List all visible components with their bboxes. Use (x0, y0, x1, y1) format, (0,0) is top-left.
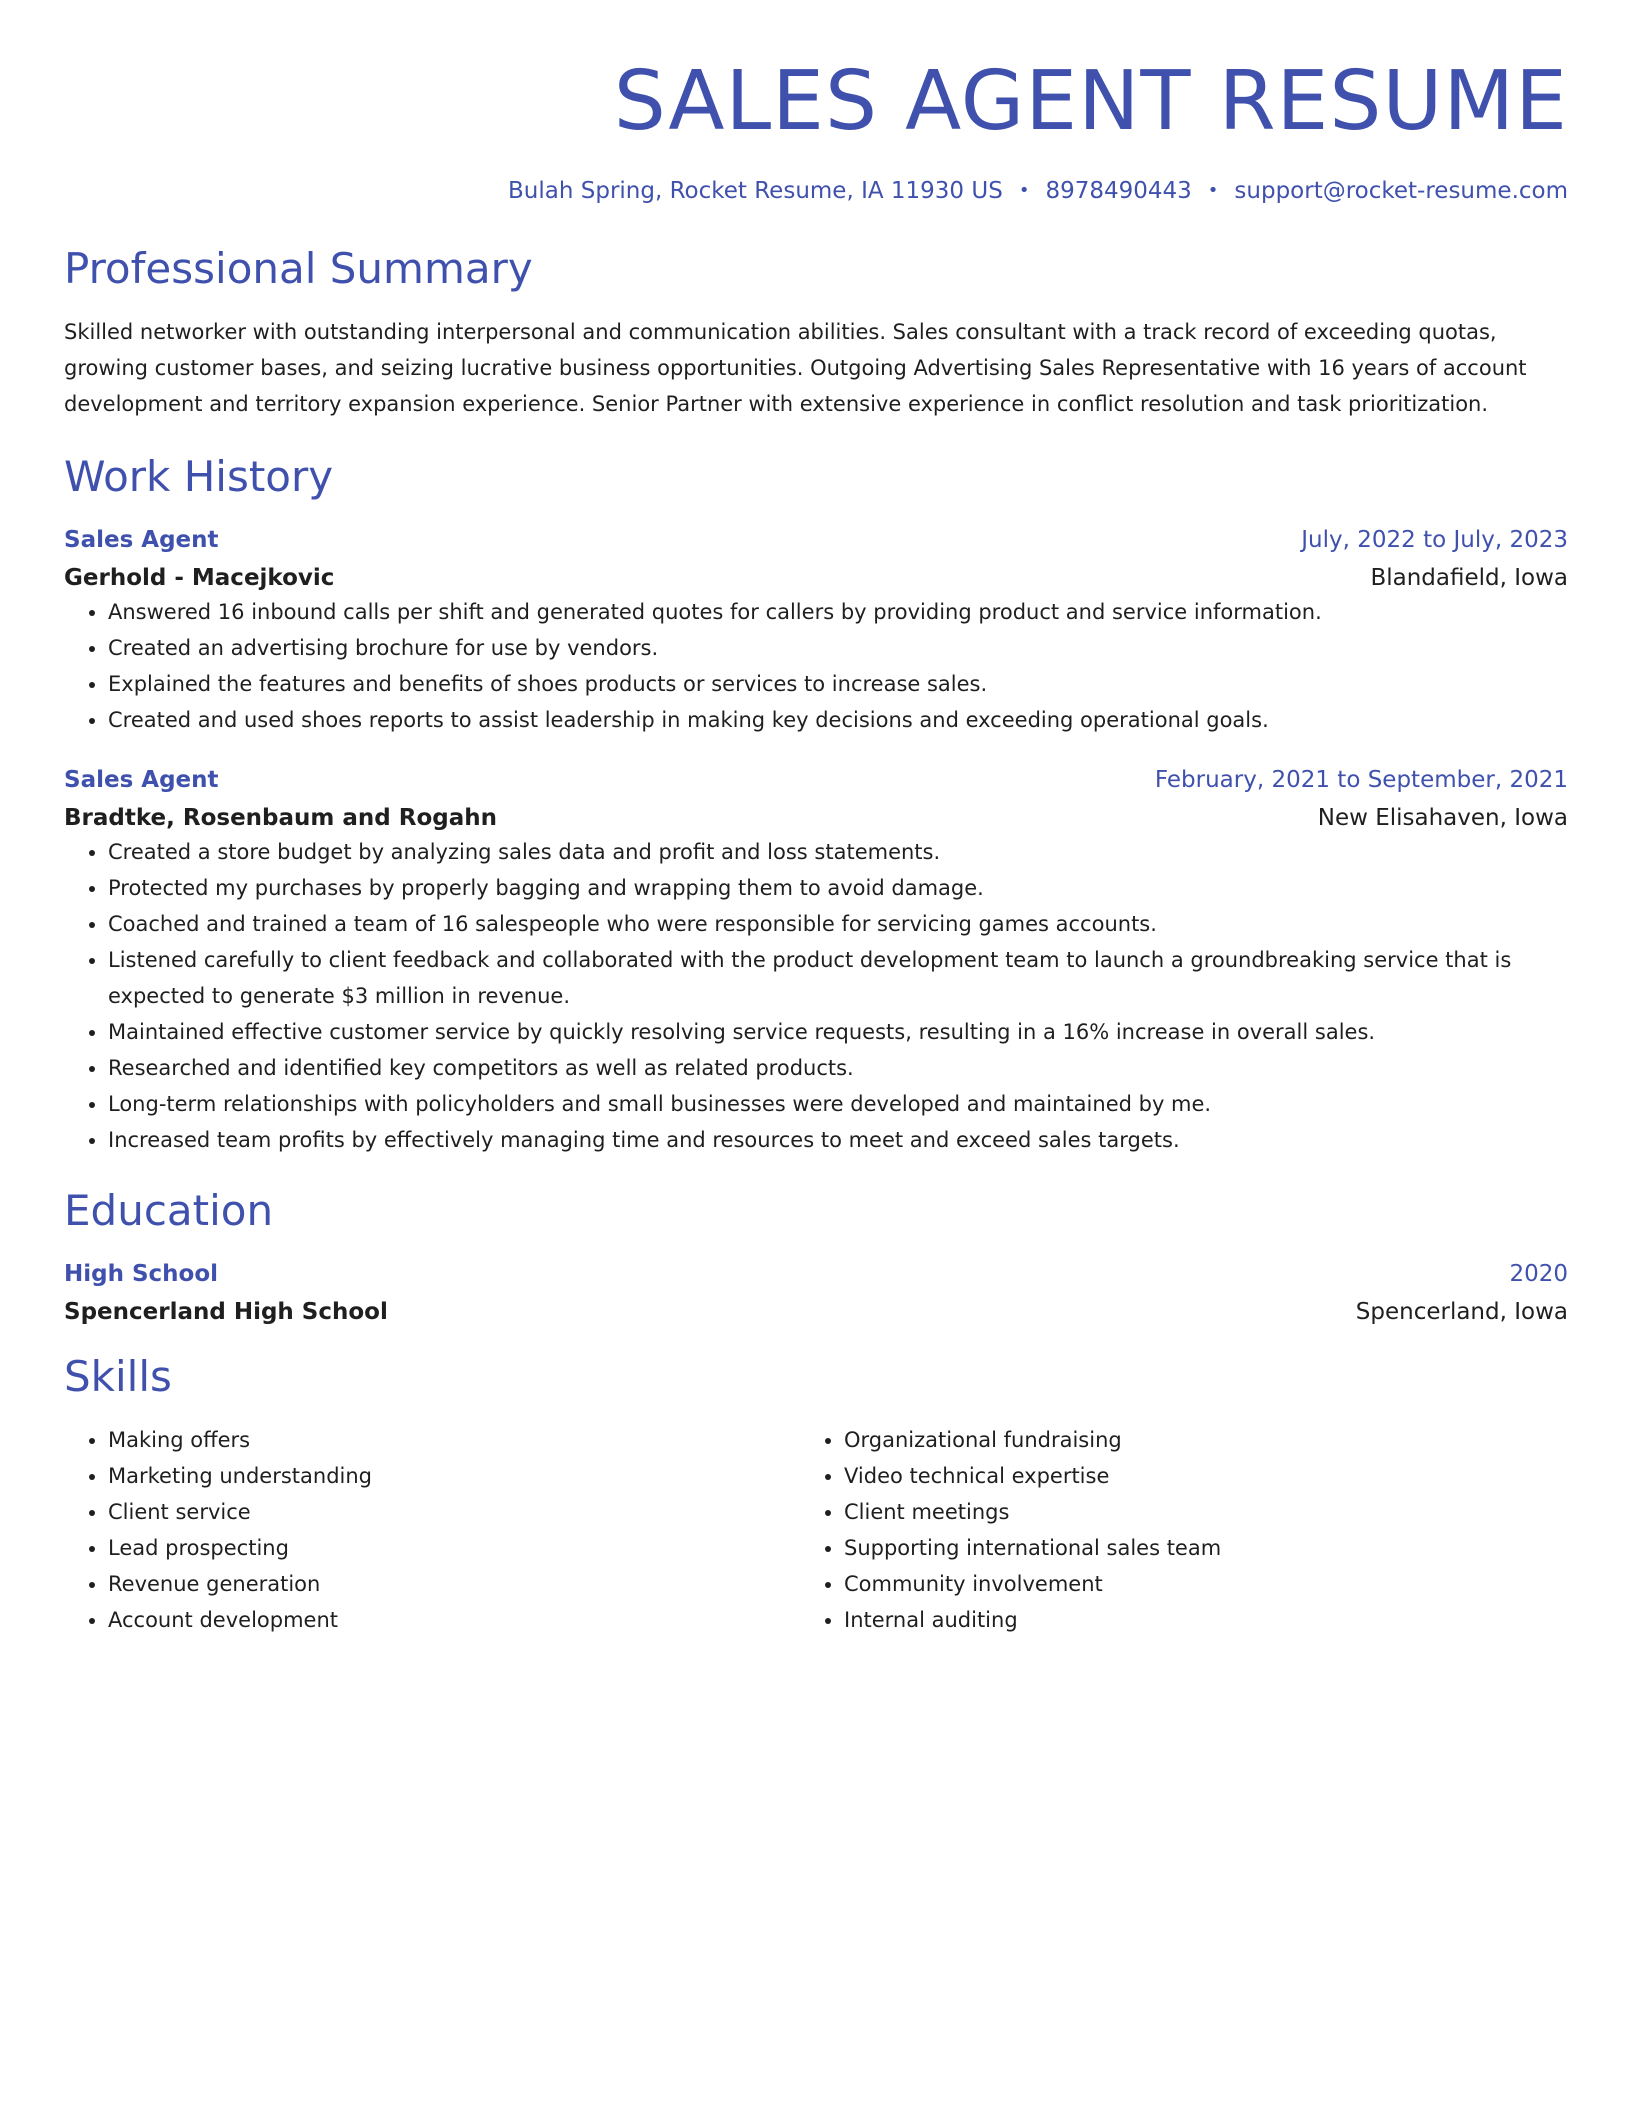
education-degree-row (64, 1258, 1568, 1290)
skill-item: • Supporting international sales team (844, 1530, 1536, 1566)
job-company: Gerhold - Macejkovic (64, 565, 335, 591)
job-bullet: • Created and used shoes reports to assist leadership in making key decisions and exceeding operational goals. (108, 702, 1568, 738)
skills-list (64, 1422, 1568, 1638)
skill-item: • Client service (108, 1494, 800, 1530)
contact-separator: • (1018, 180, 1030, 201)
education-entry (64, 1258, 1568, 1328)
job-dates: July, 2022 to July, 2023 (1301, 527, 1568, 553)
contact-address: Bulah Spring, Rocket Resume, IA 11930 US (508, 178, 1003, 204)
job-company: Bradtke, Rosenbaum and Rogahn (64, 805, 497, 831)
work-history-heading: Work History (64, 452, 334, 501)
skill-item: • Video technical expertise (844, 1458, 1536, 1494)
job-title-row (64, 764, 1568, 796)
skills-column-right (800, 1422, 1536, 1638)
job-title: Sales Agent (64, 767, 219, 793)
job-bullet: • Long-term relationships with policyholders and small businesses were developed and maintained by me. (108, 1086, 1568, 1122)
job-bullet: • Maintained effective customer service by quickly resolving service requests, resulting in a 16% increase in overall sales. (108, 1014, 1568, 1050)
contact-line (64, 176, 1568, 206)
job-bullets (64, 834, 1568, 1158)
job-company-row (64, 562, 1568, 594)
job-location: Blandafield, Iowa (1370, 565, 1568, 591)
skill-item: • Client meetings (844, 1494, 1536, 1530)
skills-bullets (64, 1422, 800, 1638)
job-dates: February, 2021 to September, 2021 (1154, 767, 1568, 793)
skill-item: • Marketing understanding (108, 1458, 800, 1494)
skills-heading: Skills (64, 1352, 172, 1401)
education-location: Spencerland, Iowa (1355, 1299, 1568, 1325)
job-entry (64, 764, 1568, 1158)
contact-phone: 8978490443 (1045, 178, 1192, 204)
education-degree: High School (64, 1261, 219, 1287)
job-bullet: • Answered 16 inbound calls per shift and generated quotes for callers by providing product and service information. (108, 594, 1568, 630)
job-entry (64, 524, 1568, 738)
job-company-row (64, 802, 1568, 834)
resume-title: SALES AGENT RESUME (613, 54, 1568, 149)
skill-item: • Community involvement (844, 1566, 1536, 1602)
skill-item: • Account development (108, 1602, 800, 1638)
skill-item: • Internal auditing (844, 1602, 1536, 1638)
summary-heading: Professional Summary (64, 244, 533, 293)
job-title: Sales Agent (64, 527, 219, 553)
skills-bullets (800, 1422, 1536, 1638)
job-bullet: • Listened carefully to client feedback and collaborated with the product development team to launch a groundbreaking service that is expected to generate $3 million in revenue. (108, 942, 1568, 1014)
education-year: 2020 (1509, 1261, 1568, 1287)
contact-separator: • (1207, 180, 1219, 201)
summary-text: Skilled networker with outstanding interpersonal and communication abilities. Sales consultant with a track record of exceeding quotas, growing customer bases, and seizing lucrative business opportunities. Outgoing Advertising Sales Representative with 16 years of account development and territory expansion experience. Senior Partner with extensive experience in conflict resolution and task prioritization. (64, 320, 1527, 416)
contact-email: support@rocket-resume.com (1234, 178, 1568, 204)
job-bullet: • Researched and identified key competitors as well as related products. (108, 1050, 1568, 1086)
education-heading: Education (64, 1186, 274, 1235)
job-bullet: • Created an advertising brochure for use by vendors. (108, 630, 1568, 666)
job-bullet: • Coached and trained a team of 16 salespeople who were responsible for servicing games accounts. (108, 906, 1568, 942)
job-title-row (64, 524, 1568, 556)
skill-item: • Organizational fundraising (844, 1422, 1536, 1458)
job-bullet: • Created a store budget by analyzing sales data and profit and loss statements. (108, 834, 1568, 870)
skill-item: • Making offers (108, 1422, 800, 1458)
education-school-row (64, 1296, 1568, 1328)
skill-item: • Lead prospecting (108, 1530, 800, 1566)
job-bullet: • Explained the features and benefits of shoes products or services to increase sales. (108, 666, 1568, 702)
job-bullet: • Protected my purchases by properly bagging and wrapping them to avoid damage. (108, 870, 1568, 906)
skills-column-left (64, 1422, 800, 1638)
job-bullets (64, 594, 1568, 738)
education-school: Spencerland High School (64, 1299, 388, 1325)
job-location: New Elisahaven, Iowa (1317, 805, 1568, 831)
skill-item: • Revenue generation (108, 1566, 800, 1602)
job-bullet: • Increased team profits by effectively managing time and resources to meet and exceed sales targets. (108, 1122, 1568, 1158)
